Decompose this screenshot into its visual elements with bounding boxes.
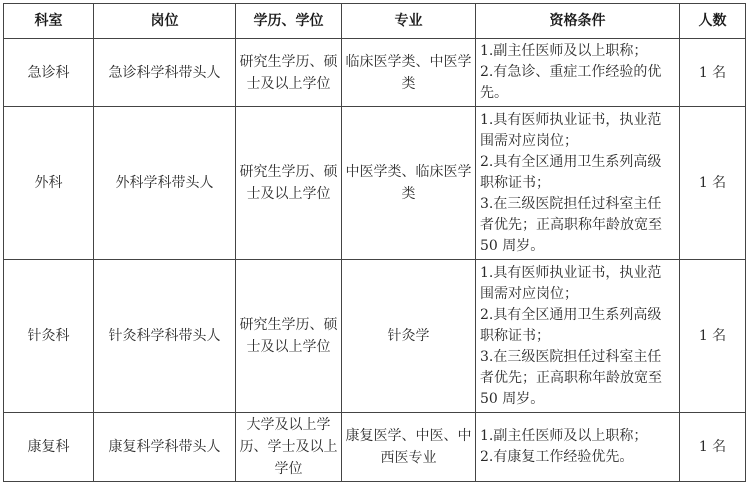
requirement-item: 1.具有医师执业证书，执业范围需对应岗位； (480, 264, 662, 302)
header-count: 人数 (680, 4, 746, 39)
cell-education: 研究生学历、硕士及以上学位 (236, 107, 342, 260)
requirement-item: 2.具有全区通用卫生系列高级职称证书； (480, 306, 662, 344)
cell-position: 急诊科学科带头人 (94, 39, 236, 107)
table-row (4, 107, 746, 260)
table-row (4, 413, 746, 482)
cell-dept: 外科 (4, 107, 94, 260)
requirement-item: 2.有康复工作经验优先。 (480, 449, 634, 465)
cell-count: 1 名 (680, 39, 746, 107)
cell-count: 1 名 (680, 260, 746, 413)
cell-count: 1 名 (680, 413, 746, 482)
cell-dept: 针灸科 (4, 260, 94, 413)
cell-major: 针灸学 (342, 260, 476, 413)
cell-requirements (476, 260, 680, 413)
cell-count: 1 名 (680, 107, 746, 260)
header-requirements: 资格条件 (476, 4, 680, 39)
header-major: 专业 (342, 4, 476, 39)
requirement-item: 2.具有全区通用卫生系列高级职称证书； (480, 153, 662, 191)
cell-education: 研究生学历、硕士及以上学位 (236, 260, 342, 413)
cell-major: 临床医学类、中医学类 (342, 39, 476, 107)
cell-requirements (476, 413, 680, 482)
header-education: 学历、学位 (236, 4, 342, 39)
cell-dept: 康复科 (4, 413, 94, 482)
requirement-item: 2.有急诊、重症工作经验的优先。 (480, 64, 662, 101)
cell-education: 研究生学历、硕士及以上学位 (236, 39, 342, 107)
cell-major: 中医学类、临床医学类 (342, 107, 476, 260)
cell-requirements (476, 39, 680, 107)
cell-requirements (476, 107, 680, 260)
requirement-item: 3.在三级医院担任过科室主任者优先；正高职称年龄放宽至 50 周岁。 (480, 195, 662, 254)
cell-position: 康复科学科带头人 (94, 413, 236, 482)
header-dept: 科室 (4, 4, 94, 39)
cell-position: 外科学科带头人 (94, 107, 236, 260)
header-row (4, 4, 746, 39)
table-row (4, 260, 746, 413)
table-row (4, 39, 746, 107)
cell-dept: 急诊科 (4, 39, 94, 107)
cell-position: 针灸科学科带头人 (94, 260, 236, 413)
requirement-item: 3.在三级医院担任过科室主任者优先；正高职称年龄放宽至 50 周岁。 (480, 348, 662, 407)
requirement-item: 1.具有医师执业证书，执业范围需对应岗位； (480, 111, 662, 149)
recruitment-table (3, 3, 746, 482)
requirement-item: 1.副主任医师及以上职称； (480, 428, 648, 444)
requirement-item: 1.副主任医师及以上职称； (480, 43, 648, 59)
cell-major: 康复医学、中医、中西医专业 (342, 413, 476, 482)
cell-education: 大学及以上学历、学士及以上学位 (236, 413, 342, 482)
header-position: 岗位 (94, 4, 236, 39)
